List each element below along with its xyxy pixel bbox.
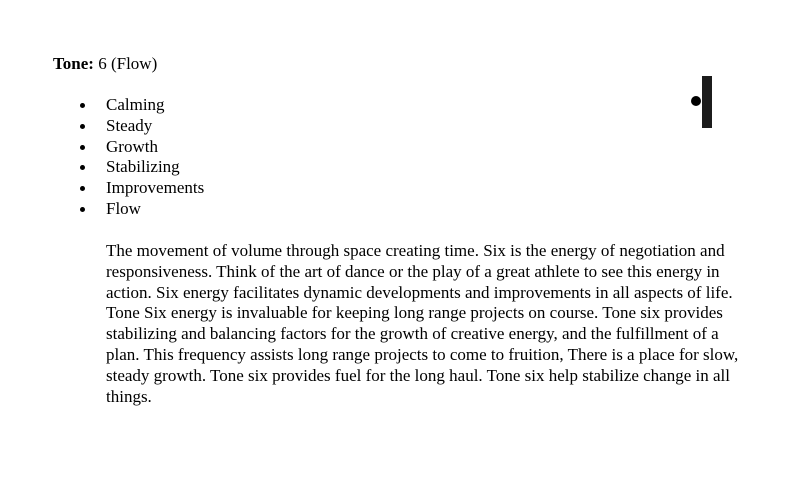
bullet-icon — [80, 103, 85, 108]
quality-text: Improvements — [106, 178, 205, 198]
quality-text: Stabilizing — [106, 157, 180, 177]
tone-six-glyph-icon — [690, 76, 714, 128]
qualities-list — [106, 95, 204, 220]
list-item — [106, 95, 204, 116]
glyph-dot — [691, 96, 701, 106]
tone-description: The movement of volume through space creating time. Six is the energy of negotiation and responsiveness. Think of the art of dance or the play of a great athlete to see this energy in action. Six energy facilitates dynamic developments and improvements in all aspects of life. Tone Six energy is invaluable for keeping long range projects on course. Tone six provides stabilizing and balancing factors for the growth of creative energy, and the fulfillment of a plan. This frequency assists long range projects to come to fruition, There is a place for slow, steady growth. Tone six provides fuel for the long haul. Tone six help stabilize change in all things. — [106, 241, 739, 406]
bullet-icon — [80, 165, 85, 170]
bullet-icon — [80, 186, 85, 191]
list-item — [106, 178, 204, 199]
bullet-icon — [80, 145, 85, 150]
bullet-icon — [80, 124, 85, 129]
quality-text: Steady — [106, 115, 153, 135]
list-item — [106, 137, 204, 158]
list-item — [106, 199, 204, 220]
quality-text: Flow — [106, 198, 141, 218]
tone-heading — [53, 53, 157, 75]
list-item — [106, 116, 204, 137]
glyph-bar — [702, 76, 712, 128]
quality-text: Growth — [106, 136, 158, 156]
list-item — [106, 157, 204, 178]
tone-label: Tone: — [53, 54, 94, 73]
tone-value: 6 (Flow) — [98, 54, 158, 73]
bullet-icon — [80, 207, 85, 212]
quality-text: Calming — [106, 95, 165, 114]
